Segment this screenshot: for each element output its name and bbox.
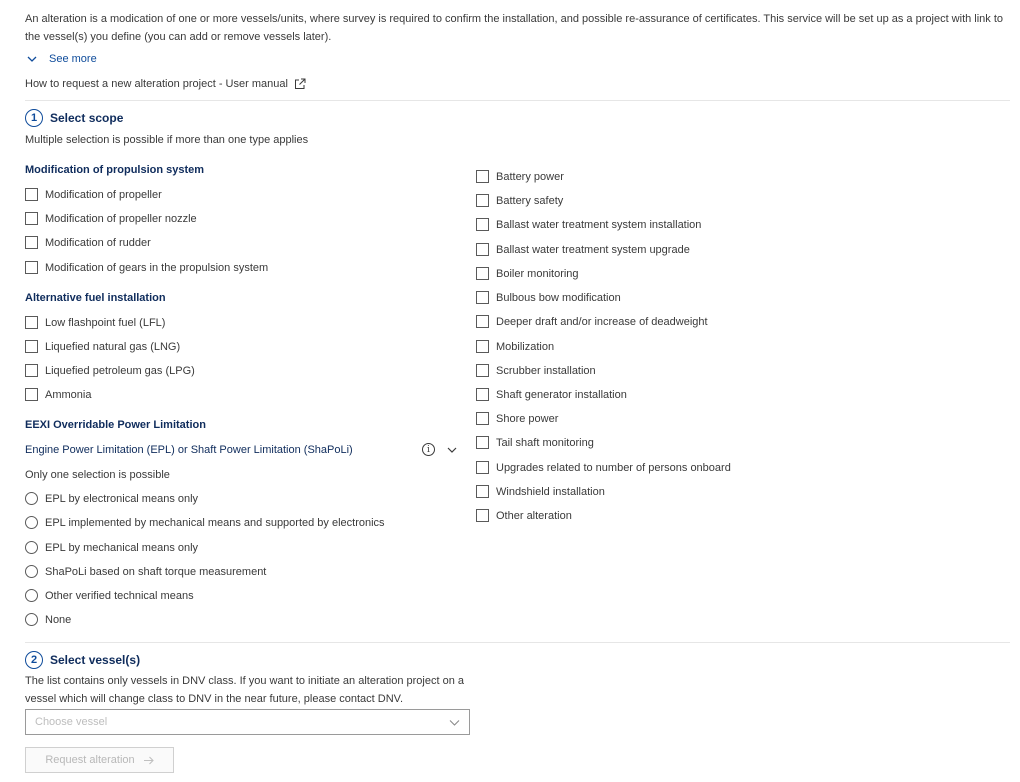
radio-epl-mechanical[interactable] xyxy=(25,541,198,554)
checkbox-lng[interactable] xyxy=(25,340,180,353)
vessel-description-line1: The list contains only vessels in DNV class. If you want to initiate an alteration project on a xyxy=(25,675,464,687)
checkbox[interactable] xyxy=(25,316,38,329)
checkbox-battery-power[interactable] xyxy=(476,170,564,183)
checkbox-label: Liquefied natural gas (LNG) xyxy=(45,340,181,353)
checkbox-scrubber[interactable] xyxy=(476,364,596,377)
epl-shapoli-label: Engine Power Limitation (EPL) or Shaft Power Limitation (ShaPoLi) xyxy=(25,443,353,456)
request-alteration-label: Request alteration xyxy=(45,754,135,766)
radio-epl-mechanical-electronics[interactable] xyxy=(25,516,385,529)
checkbox[interactable] xyxy=(476,194,489,207)
checkbox-propeller[interactable] xyxy=(25,188,162,201)
checkbox-label: Ballast water treatment system upgrade xyxy=(496,243,690,256)
step-number-badge: 1 xyxy=(25,109,43,127)
radio-shapoli-torque[interactable] xyxy=(25,565,266,578)
radio[interactable] xyxy=(25,516,38,529)
step-title: Select vessel(s) xyxy=(50,653,141,667)
radio-label: ShaPoLi based on shaft torque measurement xyxy=(45,565,267,578)
checkbox-gears[interactable] xyxy=(25,261,268,274)
eexi-hint: Only one selection is possible xyxy=(25,469,170,481)
radio-label: EPL by electronical means only xyxy=(45,492,199,505)
checkbox-boiler-monitoring[interactable] xyxy=(476,267,579,280)
arrow-right-icon xyxy=(143,755,154,766)
checkbox[interactable] xyxy=(476,291,489,304)
checkbox[interactable] xyxy=(476,243,489,256)
user-manual-link[interactable] xyxy=(25,78,306,90)
checkbox[interactable] xyxy=(476,364,489,377)
checkbox[interactable] xyxy=(476,388,489,401)
checkbox-deeper-draft[interactable] xyxy=(476,315,708,328)
external-link-icon xyxy=(294,78,306,90)
radio[interactable] xyxy=(25,565,38,578)
checkbox-label: Battery safety xyxy=(496,194,564,207)
checkbox-lpg[interactable] xyxy=(25,364,195,377)
step-number-badge: 2 xyxy=(25,651,43,669)
radio-label: Other verified technical means xyxy=(45,589,194,602)
checkbox[interactable] xyxy=(476,340,489,353)
checkbox-label: Liquefied petroleum gas (LPG) xyxy=(45,364,195,377)
checkbox-rudder[interactable] xyxy=(25,236,151,249)
checkbox[interactable] xyxy=(476,461,489,474)
checkbox[interactable] xyxy=(476,485,489,498)
info-icon[interactable]: i xyxy=(422,443,435,456)
checkbox[interactable] xyxy=(476,436,489,449)
checkbox[interactable] xyxy=(476,509,489,522)
checkbox-bulbous-bow[interactable] xyxy=(476,291,621,304)
checkbox-label: Upgrades related to number of persons onboard xyxy=(496,461,731,474)
checkbox-label: Ballast water treatment system installation xyxy=(496,218,702,231)
checkbox-label: Other alteration xyxy=(496,509,572,522)
radio-epl-electronical[interactable] xyxy=(25,492,198,505)
section-divider xyxy=(25,100,1010,101)
checkbox[interactable] xyxy=(476,315,489,328)
checkbox[interactable] xyxy=(25,188,38,201)
checkbox[interactable] xyxy=(25,261,38,274)
checkbox[interactable] xyxy=(25,340,38,353)
checkbox-battery-safety[interactable] xyxy=(476,194,563,207)
checkbox-label: Low flashpoint fuel (LFL) xyxy=(45,316,166,329)
checkbox[interactable] xyxy=(476,170,489,183)
checkbox-label: Modification of propeller nozzle xyxy=(45,212,197,225)
checkbox-label: Modification of propeller xyxy=(45,188,162,201)
checkbox-label: Deeper draft and/or increase of deadweight xyxy=(496,315,708,328)
checkbox-label: Shaft generator installation xyxy=(496,388,627,401)
checkbox-ammonia[interactable] xyxy=(25,388,91,401)
chevron-down-icon xyxy=(27,54,37,64)
chevron-down-icon[interactable] xyxy=(447,445,457,455)
checkbox-mobilization[interactable] xyxy=(476,340,554,353)
intro-text: An alteration is a modication of one or more vessels/units, where survey is required to confirm the installation, and possible re-assurance of certificates. This service will be set up as a project with link to the vessel(s) you define (you can add or remove vessels later). xyxy=(25,13,1004,43)
radio-label: EPL by mechanical means only xyxy=(45,541,199,554)
see-more-toggle[interactable] xyxy=(27,53,97,65)
vessel-description-line2: vessel which will change class to DNV in the near future, please contact DNV. xyxy=(25,693,404,705)
section-divider xyxy=(25,642,1010,643)
checkbox-label: Modification of rudder xyxy=(45,236,151,249)
checkbox-label: Battery power xyxy=(496,170,564,183)
radio[interactable] xyxy=(25,541,38,554)
checkbox-shaft-generator[interactable] xyxy=(476,388,627,401)
vessel-select-placeholder: Choose vessel xyxy=(35,716,108,728)
step-select-scope xyxy=(25,109,123,127)
checkbox-label: Windshield installation xyxy=(496,485,605,498)
epl-shapoli-row xyxy=(25,443,457,456)
fuel-group-title: Alternative fuel installation xyxy=(25,292,166,304)
checkbox[interactable] xyxy=(25,388,38,401)
radio[interactable] xyxy=(25,613,38,626)
checkbox-label: Boiler monitoring xyxy=(496,267,579,280)
checkbox[interactable] xyxy=(476,412,489,425)
chevron-down-icon xyxy=(449,717,460,728)
checkbox[interactable] xyxy=(476,218,489,231)
user-manual-label: How to request a new alteration project - User manual xyxy=(25,78,288,90)
radio[interactable] xyxy=(25,589,38,602)
checkbox-ballast-upgrade[interactable] xyxy=(476,243,690,256)
radio-label: None xyxy=(45,613,72,626)
radio-none[interactable] xyxy=(25,613,71,626)
radio-other-technical[interactable] xyxy=(25,589,194,602)
scope-hint: Multiple selection is possible if more than one type applies xyxy=(25,134,309,146)
see-more-label: See more xyxy=(49,53,97,65)
request-alteration-button[interactable] xyxy=(25,747,174,773)
checkbox-ballast-installation[interactable] xyxy=(476,218,701,231)
checkbox-windshield[interactable] xyxy=(476,485,605,498)
checkbox-label: Ammonia xyxy=(45,388,92,401)
checkbox[interactable] xyxy=(476,267,489,280)
checkbox-label: Modification of gears in the propulsion system xyxy=(45,261,269,274)
checkbox-persons-onboard[interactable] xyxy=(476,461,731,474)
checkbox-lfl[interactable] xyxy=(25,316,165,329)
eexi-group-title: EEXI Overridable Power Limitation xyxy=(25,419,206,431)
checkbox-tail-shaft[interactable] xyxy=(476,436,594,449)
checkbox-label: Shore power xyxy=(496,412,559,425)
checkbox-other-alteration[interactable] xyxy=(476,509,572,522)
radio-label: EPL implemented by mechanical means and supported by electronics xyxy=(45,516,385,529)
vessel-select[interactable] xyxy=(25,709,470,735)
checkbox-shore-power[interactable] xyxy=(476,412,558,425)
radio[interactable] xyxy=(25,492,38,505)
checkbox-label: Tail shaft monitoring xyxy=(496,436,594,449)
checkbox[interactable] xyxy=(25,236,38,249)
checkbox[interactable] xyxy=(25,212,38,225)
checkbox[interactable] xyxy=(25,364,38,377)
step-select-vessels xyxy=(25,651,140,669)
checkbox-label: Scrubber installation xyxy=(496,364,596,377)
checkbox-label: Mobilization xyxy=(496,340,555,353)
checkbox-label: Bulbous bow modification xyxy=(496,291,621,304)
step-title: Select scope xyxy=(50,111,124,125)
checkbox-propeller-nozzle[interactable] xyxy=(25,212,197,225)
propulsion-group-title: Modification of propulsion system xyxy=(25,164,205,176)
